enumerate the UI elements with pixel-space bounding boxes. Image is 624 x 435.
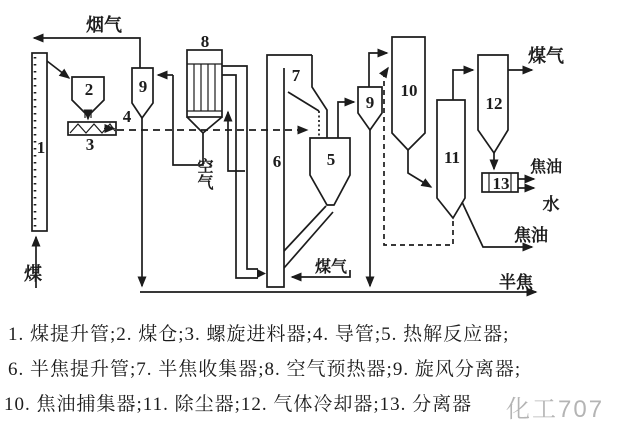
- caption-line-2: 6. 半焦提升管;7. 半焦收集器;8. 空气预热器;9. 旋风分离器;: [8, 359, 522, 380]
- air-label: 空气: [195, 158, 212, 190]
- gas-cooler-12: [478, 45, 565, 169]
- label-6: 6: [272, 152, 282, 171]
- preheater-to-cyclone-duct: [173, 75, 203, 165]
- air-label-wrap: [193, 158, 219, 206]
- caption-line-1: 1. 煤提升管;2. 煤仓;3. 螺旋进料器;4. 导管;5. 热解反应器;: [8, 324, 510, 345]
- reactor-gas-outlet: [338, 102, 354, 138]
- coal-gas-out-label: 煤气: [528, 46, 564, 66]
- screw-feeder-3: [68, 122, 116, 154]
- water-label: 水: [542, 195, 560, 214]
- coal-label: 煤: [24, 264, 42, 284]
- coal-riser-1: [23, 53, 69, 288]
- label-2: 2: [84, 80, 94, 99]
- dust-recycle-line: [384, 68, 453, 245]
- label-5: 5: [326, 150, 336, 169]
- recycle-gas-label: 煤气: [314, 259, 348, 276]
- label-9a: 9: [138, 77, 148, 96]
- flue-gas-line: [34, 14, 140, 68]
- collector-baffle: [288, 92, 319, 111]
- caption-line-3: 10. 焦油捕集器;11. 除尘器;12. 气体冷却器;13. 分离器: [4, 394, 473, 415]
- watermark: 化工707: [506, 396, 605, 423]
- cyclone-separator-9b: [358, 53, 387, 286]
- air-duct-arrowhead: [257, 269, 266, 278]
- label-11: 11: [443, 148, 461, 167]
- collector-to-dust-remover: [408, 150, 431, 187]
- air-duct-inner: [222, 75, 258, 278]
- pyrolysis-reactor-5: [284, 102, 354, 268]
- figure-caption: [4, 323, 521, 415]
- label-4: 4: [122, 107, 132, 126]
- dust-remover-gas-outlet: [453, 70, 473, 100]
- preheater-tubes: [194, 64, 215, 111]
- label-3: 3: [85, 135, 95, 154]
- label-10: 10: [400, 81, 418, 100]
- label-12: 12: [485, 94, 503, 113]
- label-9b: 9: [365, 93, 375, 112]
- flue-gas-label: 烟气: [86, 15, 122, 35]
- label-7: 7: [291, 66, 301, 85]
- tar-top-label: 焦油: [529, 159, 563, 176]
- coal-bunker-2: [72, 77, 104, 119]
- tar-collector-10: [392, 37, 431, 187]
- label-8: 8: [200, 32, 210, 51]
- label-1: 1: [36, 138, 46, 157]
- riser-to-bunker-arrow: [47, 61, 69, 78]
- tar-bottom-label: 焦油: [514, 226, 548, 245]
- air-preheater-8: [187, 32, 266, 278]
- semi-coke-label: 半焦: [499, 273, 533, 292]
- semi-coke-riser-6-and-collector-7: [267, 55, 350, 287]
- label-13: 13: [492, 174, 510, 193]
